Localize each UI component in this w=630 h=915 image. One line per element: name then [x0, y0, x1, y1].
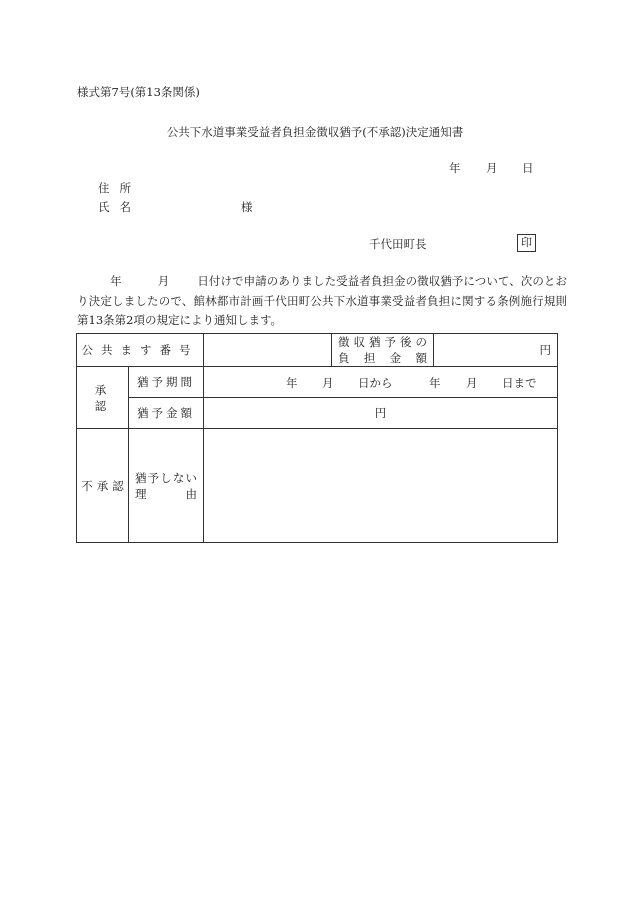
amount-after-deferral-value[interactable]: 円	[434, 334, 558, 367]
approval-label: 承認	[77, 367, 129, 429]
reason-label-line1: 猶予しない	[135, 470, 197, 485]
body-rest: おり決定しましたので、館林都市計画千代田町公共下水道事業受益者負担に関する条例施行規則第13条第2項の規定により通知します。	[77, 274, 567, 327]
date-day: 日	[522, 161, 534, 175]
reason-label-line2: 理由	[135, 486, 197, 501]
period-from-year: 年	[286, 376, 298, 390]
deferral-period-value[interactable]	[204, 367, 558, 398]
table-row	[77, 334, 558, 367]
amount-after-deferral-label-line1: 徴収猶予後の	[338, 335, 427, 349]
document-title: 公共下水道事業受益者負担金徴収猶予(不承認)決定通知書	[166, 125, 464, 139]
period-from-month: 月	[322, 376, 334, 390]
table-row	[77, 429, 558, 543]
name-label: 氏名	[98, 200, 141, 214]
public-sewer-number-value[interactable]	[204, 334, 332, 367]
seal-icon: 印	[517, 234, 536, 252]
period-to-year: 年	[429, 376, 441, 390]
period-to-month: 月	[466, 376, 478, 390]
amount-after-deferral-label-line2: 負担金額	[338, 351, 427, 365]
date-year: 年	[449, 161, 461, 175]
address-label: 住所	[98, 181, 141, 195]
table-row	[77, 367, 558, 398]
body-line1: 日付けで申請のありました受益者負担金の徴収猶予について、次のと	[197, 274, 556, 288]
body-year: 年	[110, 274, 122, 288]
period-from-day: 日から	[358, 376, 393, 390]
deferral-period-label: 猶予期間	[129, 367, 204, 398]
non-approval-label: 不承認	[77, 429, 129, 543]
deferral-amount-value[interactable]: 円	[204, 398, 558, 429]
deferral-amount-label: 猶予金額	[129, 398, 204, 429]
amount-after-deferral-label	[332, 334, 434, 367]
reason-value[interactable]	[204, 429, 558, 543]
notice-body	[77, 272, 567, 331]
body-month: 月	[157, 274, 170, 288]
public-sewer-number-label: 公共ます番号	[77, 334, 204, 367]
issuer-name: 千代田町長	[369, 237, 427, 251]
form-number: 様式第7号(第13条関係)	[77, 85, 200, 99]
notice-table	[76, 333, 558, 543]
date-month: 月	[486, 161, 498, 175]
table-row	[77, 398, 558, 429]
reason-label	[129, 429, 204, 543]
honorific: 様	[241, 200, 253, 214]
period-to-day: 日まで	[502, 376, 537, 390]
